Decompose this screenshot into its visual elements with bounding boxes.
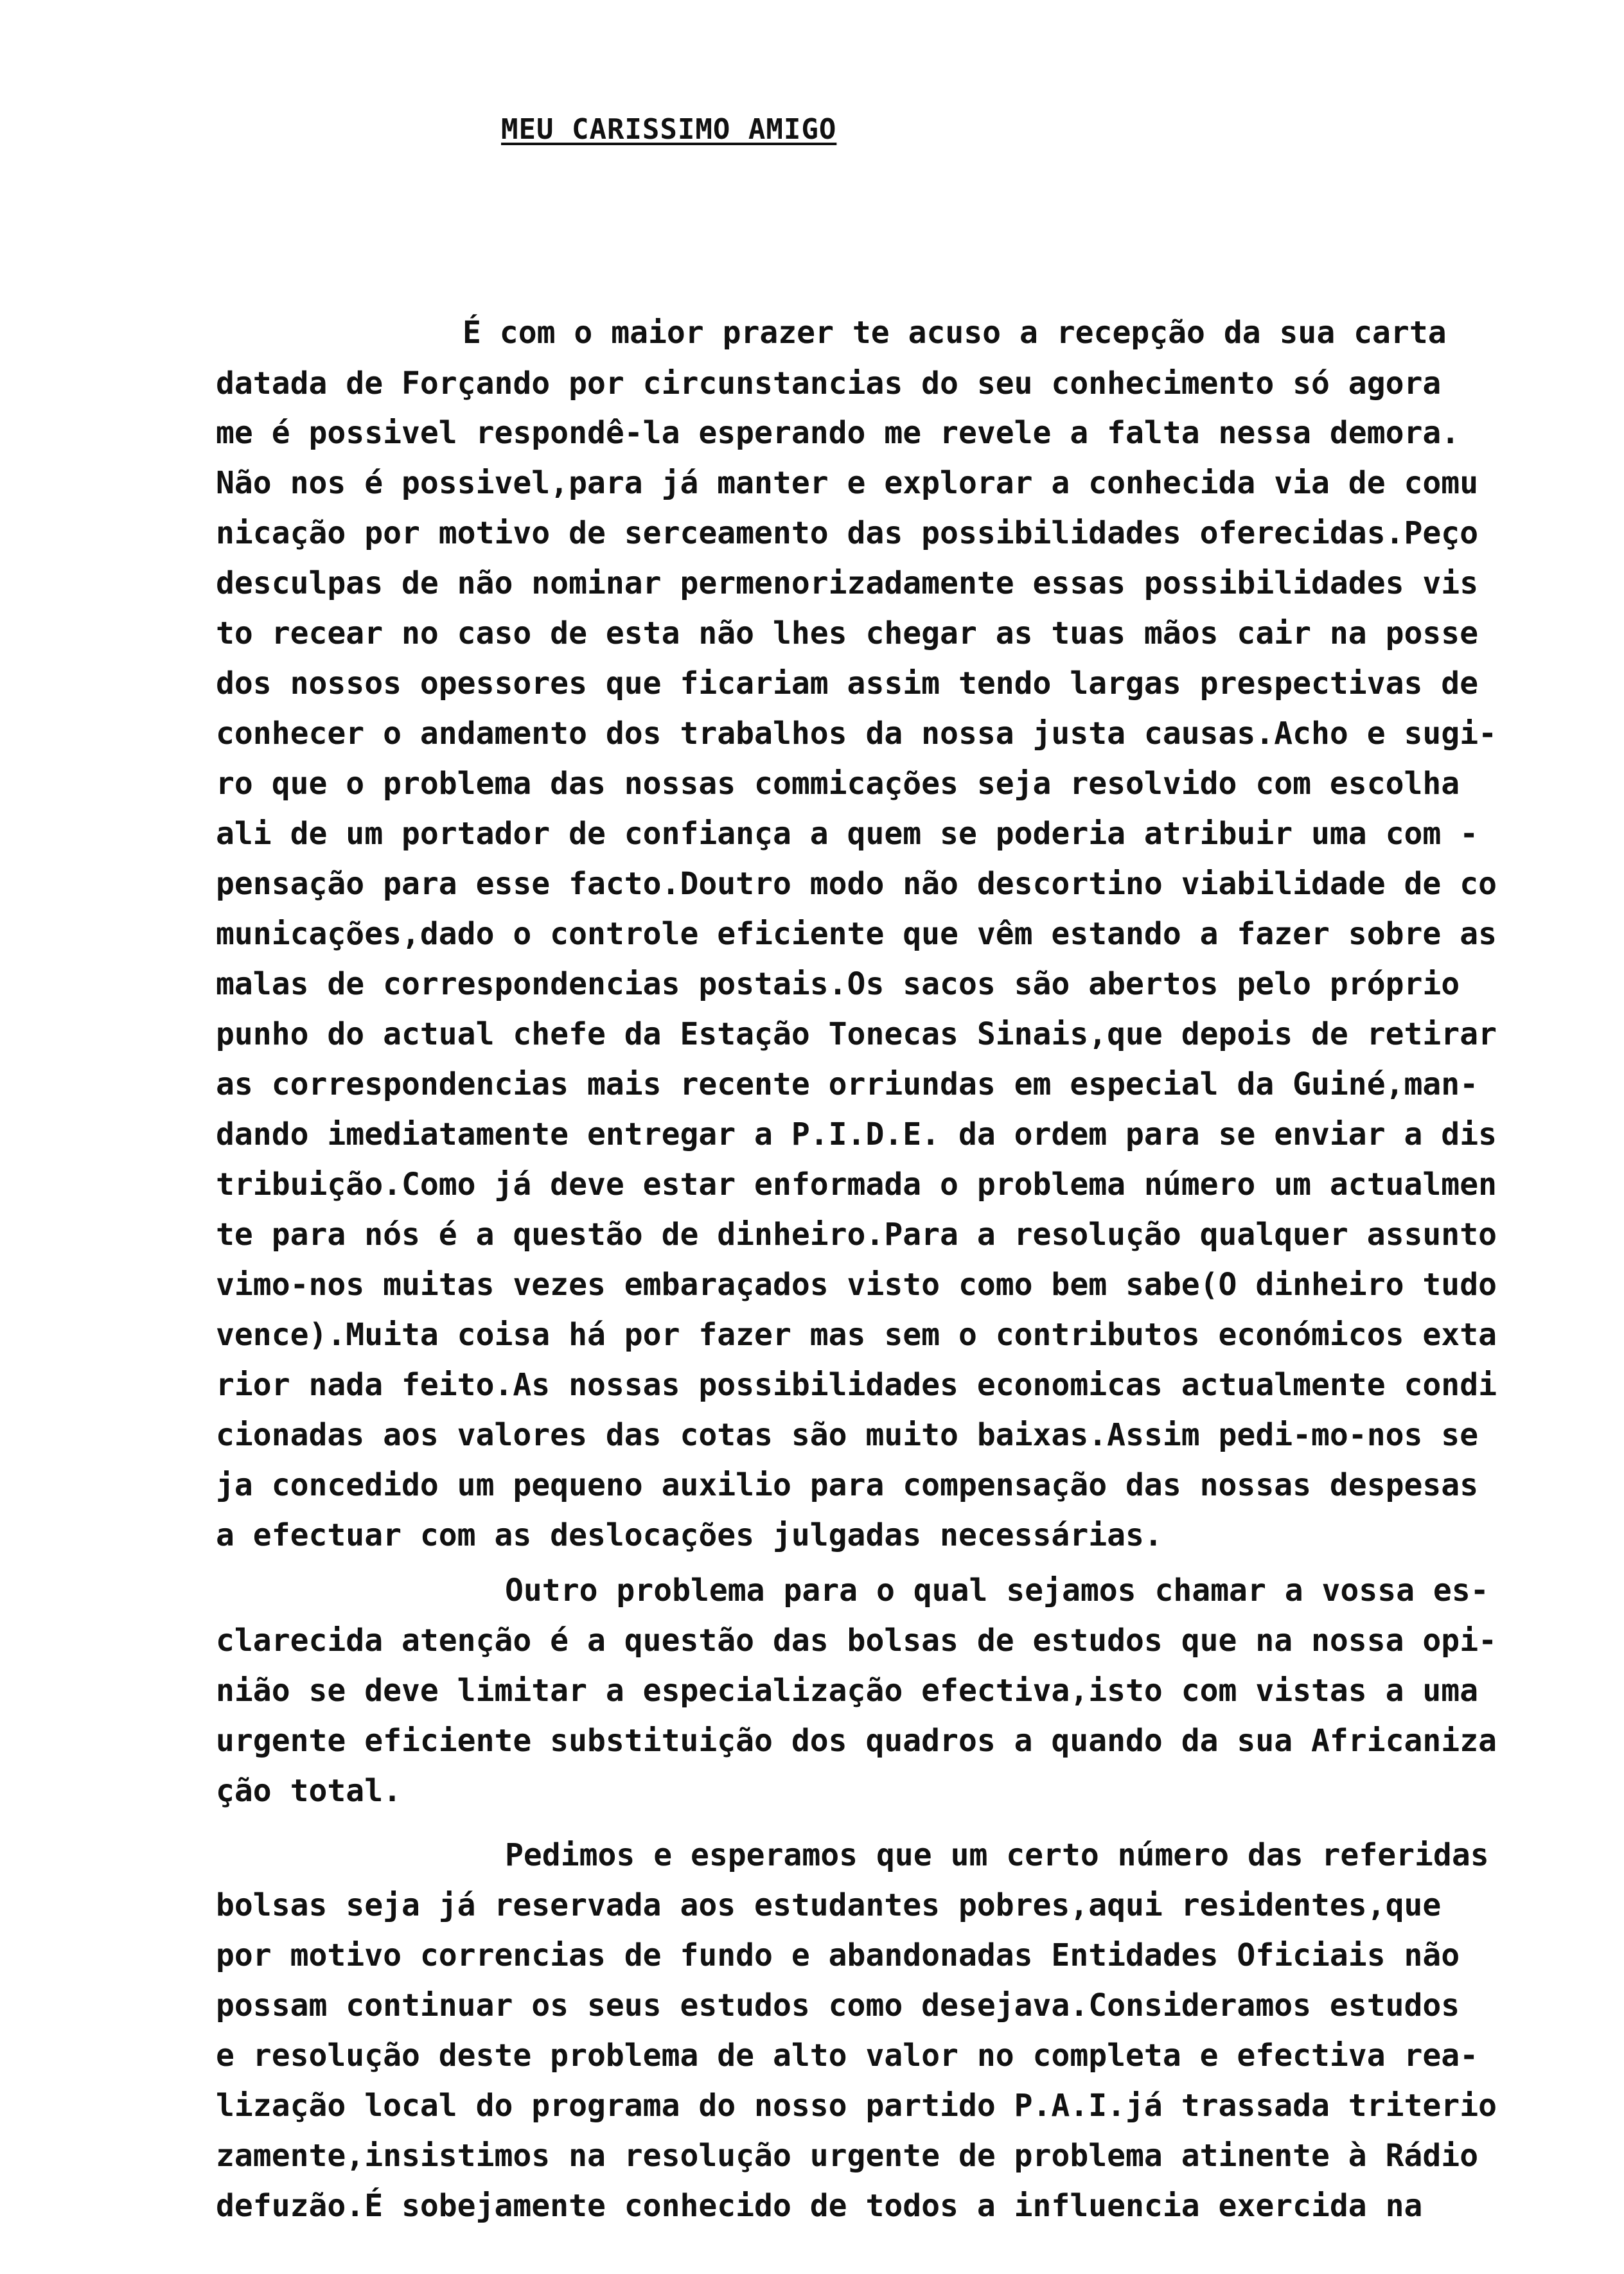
letter-line: vence).Muita coisa há por fazer mas sem o contributos económicos exta [216,1317,1497,1353]
letter-line: desculpas de não nominar permenorizadamente essas possibilidades vis [216,565,1479,601]
letter-line: urgente eficiente substituição dos quadros a quando da sua Africaniza [216,1723,1497,1759]
letter-line: É com o maior prazer te acuso a recepção da sua carta [463,315,1447,351]
letter-line: Não nos é possivel,para já manter e explorar a conhecida via de comu [216,465,1479,501]
letter-line: cionadas aos valores das cotas são muito baixas.Assim pedi-mo-nos se [216,1417,1479,1453]
letter-line: nicação por motivo de serceamento das possibilidades oferecidas.Peço [216,515,1479,551]
letter-line: municações,dado o controle eficiente que vêm estando a fazer sobre as [216,916,1497,952]
letter-line: nião se deve limitar a especialização efectiva,isto com vistas a uma [216,1673,1479,1709]
letter-line: ali de um portador de confiança a quem se poderia atribuir uma com - [216,816,1479,852]
letter-line: Pedimos e esperamos que um certo número das referidas [505,1837,1489,1873]
letter-line: bolsas seja já reservada aos estudantes pobres,aqui residentes,que [216,1887,1442,1923]
letter-line: as correspondencias mais recente orriundas em especial da Guiné,man- [216,1066,1479,1102]
letter-line: e resolução deste problema de alto valor no completa e efectiva rea- [216,2038,1479,2074]
letter-title: MEU CARISSIMO AMIGO [501,113,837,146]
letter-line: me é possivel respondê-la esperando me revele a falta nessa demora. [216,415,1460,451]
letter-line: dos nossos opessores que ficariam assim tendo largas prespectivas de [216,665,1479,701]
letter-line: ro que o problema das nossas commicações seja resolvido com escolha [216,766,1460,802]
letter-line: malas de correspondencias postais.Os sacos são abertos pelo próprio [216,966,1460,1002]
letter-line: datada de Forçando por circunstancias do seu conhecimento só agora [216,366,1442,401]
letter-line: conhecer o andamento dos trabalhos da nossa justa causas.Acho e sugi- [216,716,1497,752]
letter-line: Outro problema para o qual sejamos chamar a vossa es- [505,1573,1489,1609]
letter-line: pensação para esse facto.Doutro modo não descortino viabilidade de co [216,866,1497,902]
letter-line: dando imediatamente entregar a P.I.D.E. da ordem para se enviar a dis [216,1116,1497,1152]
letter-line: tribuição.Como já deve estar enformada o problema número um actualmen [216,1167,1497,1203]
letter-line: clarecida atenção é a questão das bolsas de estudos que na nossa opi- [216,1623,1497,1659]
letter-line: possam continuar os seus estudos como desejava.Consideramos estudos [216,1988,1460,2023]
letter-line: punho do actual chefe da Estação Tonecas Sinais,que depois de retirar [216,1016,1497,1052]
letter-line: por motivo correncias de fundo e abandonadas Entidades Oficiais não [216,1937,1460,1973]
letter-line: to recear no caso de esta não lhes chegar as tuas mãos cair na posse [216,615,1479,651]
letter-line: defuzão.É sobejamente conhecido de todos a influencia exercida na [216,2188,1423,2224]
letter-line: lização local do programa do nosso partido P.A.I.já trassada triterio [216,2088,1497,2124]
letter-line: ção total. [216,1773,402,1809]
letter-line: te para nós é a questão de dinheiro.Para a resolução qualquer assunto [216,1217,1497,1253]
letter-line: rior nada feito.As nossas possibilidades economicas actualmente condi [216,1367,1497,1403]
letter-line: ja concedido um pequeno auxilio para compensação das nossas despesas [216,1467,1479,1503]
letter-line: a efectuar com as deslocações julgadas necessárias. [216,1517,1163,1553]
letter-line: vimo-nos muitas vezes embaraçados visto como bem sabe(O dinheiro tudo [216,1267,1497,1303]
letter-line: zamente,insistimos na resolução urgente de problema atinente à Rádio [216,2138,1479,2174]
